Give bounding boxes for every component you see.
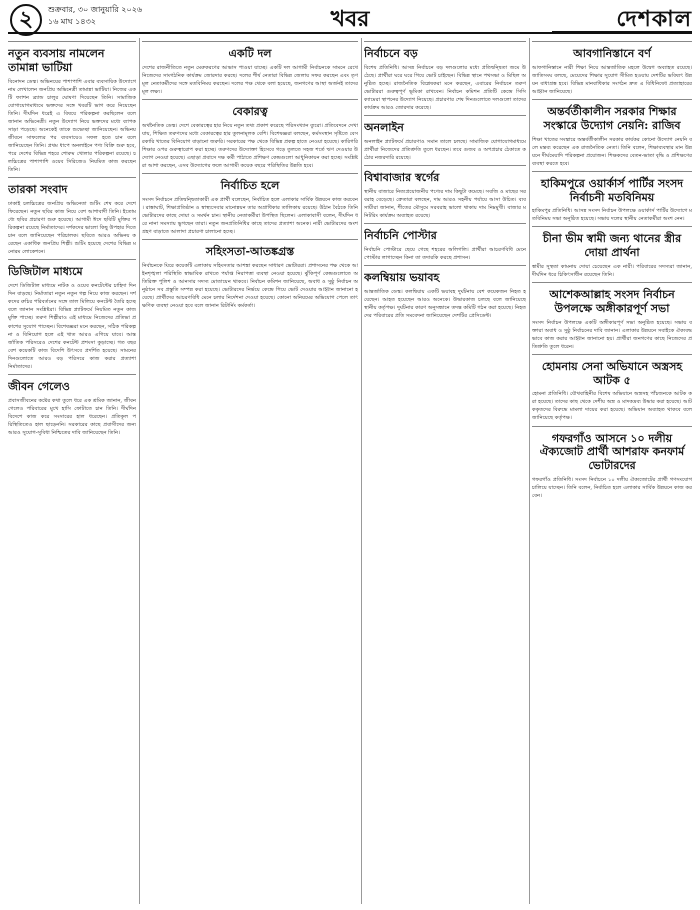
article-headline: চীনা ভীম স্বামী জন্য থানের স্ত্রীর দোয়া প্রার্থনা <box>542 232 682 260</box>
article-headline: বেকারত্ব <box>232 105 268 118</box>
column-3 <box>364 38 526 904</box>
article-headline: অনলাইন <box>364 121 404 135</box>
article-headline: গফরগাঁও আসনে ১০ দলীয় ঐক্যজোট প্রার্থী আশরাফ কনফার্ম ভোটারদের <box>539 431 685 472</box>
article <box>8 41 136 174</box>
article <box>532 426 692 500</box>
article-headline: হোমনায় সেনা অভিযানে অস্ত্রসহ আটক ৫ <box>541 359 683 387</box>
article-body: হোমনা প্রতিনিধি। যৌথবাহিনীর বিশেষ অভিযানে অস্ত্রসহ পাঁচজনকে আটক করা হয়েছে। তাদের কাছ থেকে দেশীয় অস্ত্র ও মাদকদ্রব্য উদ্ধার করা হয়েছে। আটককৃতদের বিরুদ্ধে মামলা দায়ের করা হয়েছে। অভিযান অব্যাহত থাকবে বলে জানিয়েছে কর্তৃপক্ষ। <box>532 391 692 422</box>
article-body: অর্থনৈতিক ডেস্ক। দেশে বেকারত্বের হার নিয়ে নতুন তথ্য প্রকাশ করেছে পরিসংখ্যান ব্যুরো। প্রতিবেদনে দেখা যায়, শিক্ষিত তরুণদের মধ্যে বেকারত্বের হার তুলনামূলক বেশি। বিশেষজ্ঞরা বলছেন, কর্মসংস্থান সৃষ্টিতে বেসরকারি খাতের বিনিয়োগ বাড়ানো জরুরি। সরকারের পক্ষ থেকে বিভিন্ন প্রকল্প হাতে নেওয়া হয়েছে। কারিগরি শিক্ষার ওপর গুরুত্বারোপ করা হচ্ছে। তরুণদের উদ্যোক্তা হিসেবে গড়ে তুলতে সহজ শর্তে ঋণ দেওয়ার উদ্যোগ নেওয়া হয়েছে। এছাড়া প্রবাসে দক্ষ কর্মী পাঠাতে প্রশিক্ষণ কেন্দ্রগুলো আধুনিকায়ন করা হচ্ছে। সংশ্লিষ্টরা আশা করছেন, এসব উদ্যোগের ফলে আগামী কয়েক বছরে পরিস্থিতির উন্নতি হবে। <box>142 122 358 170</box>
article-body: প্রবাসজীবনের কষ্টের কথা তুলে ধরে এক শ্রমিক জানান, জীবন গেলেও পরিবারের মুখে হাসি ফোটাতে চান তিনি। দীর্ঘদিন বিদেশে কাজ করে সংসারের হাল ধরেছেন। প্রতিকূল পরিস্থিতিতেও হাল ছাড়েননি। সরকারের কাছে প্রবাসীদের জন্য আরও সুযোগ-সুবিধা নিশ্চিতের দাবি জানিয়েছেন তিনি। <box>8 397 136 436</box>
article <box>8 177 136 256</box>
article-body: হাকিমপুর প্রতিনিধি। আসন্ন সংসদ নির্বাচন উপলক্ষে ওয়ার্কার্স পার্টির উদ্যোগে মতবিনিময় সভা অনুষ্ঠিত হয়েছে। সভায় দলের স্থানীয় নেতাকর্মীরা অংশ নেন। <box>532 208 692 223</box>
article <box>8 374 136 437</box>
article-headline: বিশ্বাবাজার স্বর্গের <box>364 171 440 185</box>
article-headline: নির্বাচনি পোস্টার <box>364 229 437 243</box>
page-number: ২ <box>10 4 42 36</box>
article <box>142 41 358 96</box>
article-body: নির্বাচনকে ঘিরে কয়েকটি এলাকায় সহিংসতার আশঙ্কা করছেন সাধারণ ভোটাররা। প্রশাসনের পক্ষ থেকে আইনশৃঙ্খলা পরিস্থিতি স্বাভাবিক রাখতে পর্যাপ্ত নিরাপত্তা ব্যবস্থা নেওয়া হয়েছে। ঝুঁকিপূর্ণ কেন্দ্রগুলোতে অতিরিক্ত পুলিশ ও আনসার সদস্য মোতায়েন থাকবে। নির্বাচন কমিশন জানিয়েছে, অবাধ ও সুষ্ঠু নির্বাচন অনুষ্ঠানে সব প্রস্তুতি সম্পন্ন করা হয়েছে। ভোটারদের নির্ভয়ে কেন্দ্রে গিয়ে ভোট দেওয়ার আহ্বান জানানো হয়েছে। প্রার্থীদের আচরণবিধি মেনে চলার নির্দেশনা দেওয়া হয়েছে। কোনো অনিয়মের অভিযোগ পেলে তাৎক্ষণিক ব্যবস্থা নেওয়া হবে বলে জানান রিটার্নিং কর্মকর্তা। <box>142 262 358 310</box>
article-headline: জীবন গেলেও <box>8 379 70 393</box>
article-body: গফরগাঁও প্রতিনিধি। সংসদ নির্বাচনে ১০ দলীয় ঐক্যজোটের প্রার্থী গণসংযোগ চালিয়ে যাচ্ছেন। তিনি বলেন, নির্বাচিত হলে এলাকার সার্বিক উন্নয়নে কাজ করবেন। <box>532 476 692 499</box>
article-body: আফগানিস্তানে নারী শিক্ষা নিয়ে আন্তর্জাতিক মহলে উদ্বেগ অব্যাহত রয়েছে। জাতিসংঘ বলছে, মেয়েদের শিক্ষার সুযোগ সীমিত হওয়ায় দেশটির ভবিষ্যৎ উন্নয়ন বাধাগ্রস্ত হবে। বিভিন্ন মানবাধিকার সংগঠন দ্রুত এ বিধিনিষেধ প্রত্যাহারের আহ্বান জানিয়েছে। <box>532 64 692 95</box>
article <box>532 226 692 279</box>
masthead-rule <box>8 32 692 34</box>
article-body: স্বামীর সুস্থতা কামনায় দোয়া চেয়েছেন এক নারী। পরিবারের সদস্যরা জানান, দীর্ঘদিন ধরে চিকিৎসাধীন রয়েছেন তিনি। <box>532 263 692 278</box>
article-body: দেশের রাজনীতিতে নতুন মেরুকরণের আভাস পাওয়া যাচ্ছে। একটি দল আগামী নির্বাচনকে সামনে রেখে নিজেদের সাংগঠনিক কার্যক্রম জোরদার করছে। দলের শীর্ষ নেতারা বিভিন্ন জেলায় সফর করছেন এবং তৃণমূল নেতাকর্মীদের সঙ্গে মতবিনিময় করছেন। দলের পক্ষ থেকে বলা হয়েছে, জনগণের আস্থা অর্জনই তাদের মূল লক্ষ্য। <box>142 64 358 95</box>
article-headline: নির্বাচনে বড় <box>364 47 418 60</box>
date-line-bangla: ১৬ মাঘ ১৪৩২ <box>48 17 96 26</box>
article-body: বিশেষ প্রতিনিধি। আসন্ন নির্বাচনে বড় দলগুলোর মধ্যে প্রতিদ্বন্দ্বিতা জমে উঠেছে। প্রার্থীরা ঘরে ঘরে গিয়ে ভোট চাইছেন। বিভিন্ন স্থানে পথসভা ও মিছিল অনুষ্ঠিত হচ্ছে। রাজনৈতিক বিশ্লেষকরা মনে করছেন, এবারের নির্বাচনে তরুণ ভোটাররা গুরুত্বপূর্ণ ভূমিকা রাখবেন। নির্বাচন কমিশন প্রতিটি কেন্দ্রে সিসি ক্যামেরা স্থাপনের উদ্যোগ নিয়েছে। প্রচারণার শেষ দিনগুলোতে দলগুলো তাদের কার্যক্রম আরও জোরদার করেছে। <box>364 64 526 112</box>
section-title: খবর <box>330 6 370 32</box>
article-headline: সহিংসতা-আতঙ্কগ্রস্ত <box>205 245 295 259</box>
article <box>532 41 692 96</box>
article <box>532 171 692 224</box>
article-body: নির্বাচনি পোস্টারে ছেয়ে গেছে শহরের অলিগলি। প্রার্থীরা আচরণবিধি মেনে পোস্টার লাগাচ্ছেন কিনা তা তদারকি করছে প্রশাসন। <box>364 246 526 261</box>
article-body: স্থানীয় বাজারে নিত্যপ্রয়োজনীয় পণ্যের দাম কিছুটা কমেছে। সবজি ও মাছের সরবরাহ বেড়েছে। ক্রেতারা বলছেন, দাম আরও সহনীয় পর্যায়ে আসা উচিত। ব্যবসায়ীরা জানান, শীতের মৌসুমে সরবরাহ ভালো থাকায় দাম নিম্নমুখী। বাজার মনিটরিং কার্যক্রম অব্যাহত রয়েছে। <box>364 188 526 219</box>
column-divider <box>361 38 362 904</box>
newspaper-logo: দেশকাল <box>552 2 692 34</box>
article-headline: অন্তর্বর্তীকালীন সরকার শিক্ষার সংস্কারে উদ্যোগ নেয়নি: রাজিব <box>543 105 681 132</box>
article <box>532 354 692 423</box>
article <box>8 259 136 370</box>
article-body: বিনোদন ডেস্ক। অভিনয়ের পাশাপাশি এবার ব্যবসায়িক উদ্যোগে নাম লেখালেন জনপ্রিয় অভিনেত্রী তামান্না ভাটিয়া। নিজের একটি ফ্যাশন ব্র্যান্ড চালুর ঘোষণা দিয়েছেন তিনি। সামাজিক যোগাযোগমাধ্যমে ভক্তদের সঙ্গে খবরটি ভাগ করে নিয়েছেন তিনি। দীর্ঘদিন ধরেই এ বিষয়ে পরিকল্পনা করছিলেন বলে জানান অভিনেত্রী। নতুন উদ্যোগ নিয়ে ভক্তদের মধ্যে ব্যাপক সাড়া পড়েছে। অনেকেই তাকে শুভেচ্ছা জানিয়েছেন। অভিনয় জীবনে সাফল্যের পর ব্যবসায়েও সফল হতে চান বলে জানিয়েছেন তিনি। প্রথম ধাপে অনলাইনে পণ্য বিক্রি শুরু হবে, পরে দেশের বিভিন্ন শহরে শোরুম খোলার পরিকল্পনা রয়েছে। চলচ্চিত্রের পাশাপাশি ওয়েব সিরিজেও নিয়মিত কাজ করছেন তিনি। <box>8 78 136 174</box>
article-headline: ডিজিটাল মাধ্যমে <box>8 265 83 279</box>
article-body: ঢাকাই চলচ্চিত্রের জনপ্রিয় অভিনেতা শুটিং শেষ করে দেশে ফিরেছেন। নতুন ছবির কাজ নিয়ে বেশ আশাবাদী তিনি। ইতোমধ্যে ছবির প্রচারণা শুরু হয়েছে। আগামী ঈদে ছবিটি মুক্তির পরিকল্পনা রয়েছে নির্মাতাদের। দর্শকদের ভালো কিছু উপহার দিতে চান বলে জানিয়েছেন পরিচালক। ছবিতে আরও অভিনয় করেছেন একাধিক জনপ্রিয় শিল্পী। শুটিং হয়েছে দেশের বিভিন্ন মনোরম লোকেশনে। <box>8 201 136 256</box>
column-1 <box>8 38 136 904</box>
article-headline: আশেকআল্লাহ সংসদ নির্বাচন উপলক্ষে অঙ্গীকারপূর্ণ সভা <box>549 288 675 315</box>
article <box>142 239 358 310</box>
column-divider <box>139 38 140 904</box>
article-body: দেশে ডিজিটাল মাধ্যমে নাটক ও ওয়েব কনটেন্টের চাহিদা দিন দিন বাড়ছে। নির্মাতারা নতুন নতুন গল্প নিয়ে কাজ করছেন। দর্শকদের রুচির পরিবর্তনের সঙ্গে তাল মিলিয়ে কনটেন্ট তৈরি হচ্ছে বলে জানান সংশ্লিষ্টরা। বিভিন্ন প্ল্যাটফর্মে নিয়মিত নতুন কাজ মুক্তি পাচ্ছে। তরুণ শিল্পীরাও এই মাধ্যমে নিজেদের প্রতিভা প্রকাশের সুযোগ পাচ্ছেন। বিশেষজ্ঞরা মনে করছেন, সঠিক পরিকল্পনা ও বিনিয়োগ হলে এই খাত আরও এগিয়ে যাবে। আন্তর্জাতিক পরিসরেও দেশের কনটেন্ট প্রশংসা কুড়াচ্ছে। গত বছর বেশ কয়েকটি কাজ বিদেশি উৎসবে প্রদর্শিত হয়েছে। সামনের দিনগুলোতে আরও বড় পরিসরে কাজ করার প্রত্যাশা নির্মাতাদের। <box>8 283 136 370</box>
article-body: সংসদ নির্বাচনে প্রতিদ্বন্দ্বিতাকারী এক প্রার্থী বলেছেন, নির্বাচিত হলে এলাকার সার্বিক উন্নয়নে কাজ করবেন। রাস্তাঘাট, শিক্ষাপ্রতিষ্ঠান ও স্বাস্থ্যসেবার মানোন্নয়ন তার অগ্রাধিকার তালিকায় রয়েছে। উঠান বৈঠকে তিনি ভোটারদের কাছে দোয়া ও সমর্থন চান। স্থানীয় নেতাকর্মীরা উপস্থিত ছিলেন। এলাকাবাসী বলেন, দীর্ঘদিন ধরে নানা সমস্যায় ভুগছেন তারা। নতুন জনপ্রতিনিধির কাছে তাদের প্রত্যাশা অনেক। নারী ভোটারদের অংশগ্রহণ বাড়াতে আলাদা প্রচারণা চালানো হচ্ছে। <box>142 196 358 236</box>
article-headline: নির্বাচিত হলে <box>220 179 280 193</box>
article-body: অনলাইন প্ল্যাটফর্মে প্রচারণাও সমান তালে চলছে। সামাজিক যোগাযোগমাধ্যমে প্রার্থীরা নিজেদের প্রতিশ্রুতি তুলে ধরছেন। তবে গুজব ও অপপ্রচার ঠেকাতে কঠোর নজরদারি রয়েছে। <box>364 138 526 161</box>
article <box>364 223 526 262</box>
article-headline: আবগানিস্তানে বর্ণ <box>573 47 651 60</box>
article-headline: একটি দল <box>228 47 272 60</box>
article-body: সংসদ নির্বাচন উপলক্ষে একটি অঙ্গীকারপূর্ণ সভা অনুষ্ঠিত হয়েছে। সভায় বক্তারা অবাধ ও সুষ্ঠু নির্বাচনের দাবি জানান। এলাকার উন্নয়নে সবাইকে ঐক্যবদ্ধভাবে কাজ করার আহ্বান জানানো হয়। প্রার্থীরা জনগণের কাছে নিজেদের প্রতিশ্রুতি তুলে ধরেন। <box>532 319 692 350</box>
article-headline: নতুন ব্যবসায় নামলেন তামান্না ভাটিয়া <box>8 47 105 74</box>
article <box>532 282 692 351</box>
article <box>364 41 526 112</box>
article-headline: হাকিমপুরে ওয়ার্কার্স পার্টির সংসদ নির্বাচনী মতবিনিময় <box>540 176 684 204</box>
date-line: শুক্রবার, ৩০ জানুয়ারি ২০২৬ <box>48 5 143 14</box>
article <box>142 99 358 170</box>
column-4 <box>532 38 692 904</box>
article <box>142 173 358 236</box>
article <box>364 115 526 162</box>
article-headline: কলম্বিয়ায় ভয়াবহ <box>364 270 440 284</box>
article-body: আন্তর্জাতিক ডেস্ক। কলম্বিয়ায় একটি ভয়াবহ দুর্ঘটনায় বেশ কয়েকজন নিহত হয়েছেন। আহত হয়েছেন আরও অনেকে। উদ্ধারকাজ চলছে বলে জানিয়েছে স্থানীয় কর্তৃপক্ষ। দুর্ঘটনার কারণ অনুসন্ধানে তদন্ত কমিটি গঠন করা হয়েছে। নিহতদের পরিবারের প্রতি সমবেদনা জানিয়েছেন দেশটির প্রেসিডেন্ট। <box>364 288 526 319</box>
article <box>532 99 692 168</box>
article-headline: তারকা সংবাদ <box>8 183 68 197</box>
column-divider <box>529 38 530 904</box>
article <box>364 265 526 320</box>
article <box>364 165 526 220</box>
column-2 <box>142 38 358 904</box>
article-body: শিক্ষা খাতের সংস্কারে অন্তর্বর্তীকালীন সরকার কার্যকর কোনো উদ্যোগ নেয়নি বলে মন্তব্য করেছেন এক রাজনৈতিক নেতা। তিনি বলেন, শিক্ষাব্যবস্থার মান উন্নয়নে দীর্ঘমেয়াদি পরিকল্পনা প্রয়োজন। শিক্ষকদের বেতন-ভাতা বৃদ্ধি ও প্রশিক্ষণের ব্যবস্থা করতে হবে। <box>532 136 692 167</box>
